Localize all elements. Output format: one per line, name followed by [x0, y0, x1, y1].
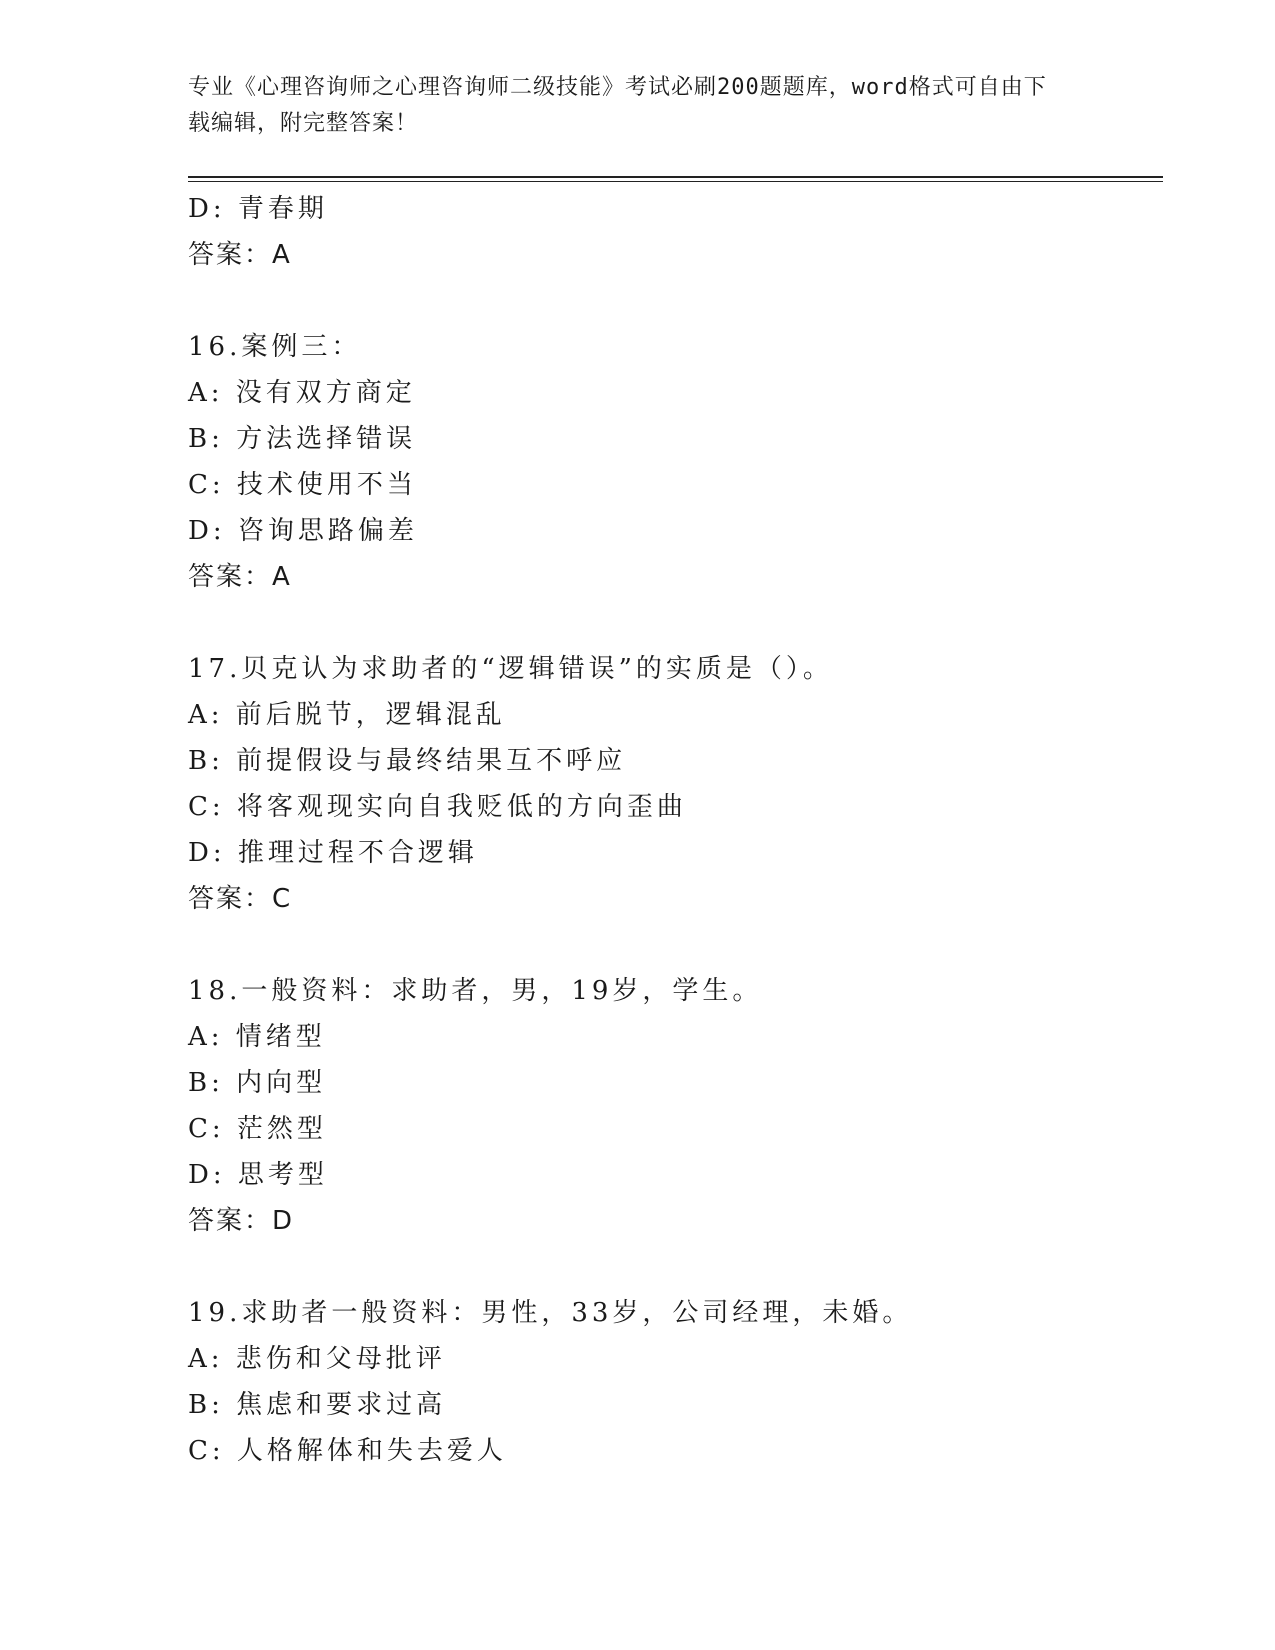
option-a: A: 前后脱节，逻辑混乱: [188, 700, 506, 730]
option-a: A: 情绪型: [188, 1022, 326, 1052]
option-c: C: 人格解体和失去爱人: [188, 1436, 507, 1466]
question-stem: 18.一般资料：求助者，男，19岁，学生。: [188, 976, 763, 1006]
question-block-17: [188, 646, 1163, 922]
option-d: D: 推理过程不合逻辑: [188, 838, 478, 868]
question-stem: 17.贝克认为求助者的“逻辑错误”的实质是（）。: [188, 654, 833, 684]
option-a: A: 没有双方商定: [188, 378, 416, 408]
option-c: C: 将客观现实向自我贬低的方向歪曲: [188, 792, 687, 822]
answer-line: 答案：D: [188, 1206, 295, 1236]
option-c: C: 茫然型: [188, 1114, 327, 1144]
question-block-prev: [188, 186, 1163, 278]
header-divider-thin: [188, 181, 1163, 182]
option-d: D: 思考型: [188, 1160, 328, 1190]
option-a: A: 悲伤和父母批评: [188, 1344, 446, 1374]
option-b: B: 方法选择错误: [188, 424, 417, 454]
question-list: [188, 186, 1163, 1474]
option-b: B: 前提假设与最终结果互不呼应: [188, 746, 627, 776]
option-d: D: 咨询思路偏差: [188, 516, 418, 546]
option-c: C: 技术使用不当: [188, 470, 417, 500]
header-divider-thick: [188, 176, 1163, 178]
question-block-18: [188, 968, 1163, 1244]
question-stem: 16.案例三：: [188, 332, 362, 362]
answer-line: 答案：C: [188, 884, 293, 914]
document-page: [188, 70, 1163, 1474]
question-block-19: [188, 1290, 1163, 1474]
answer-line: 答案：A: [188, 562, 292, 592]
option-d: D: 青春期: [188, 194, 328, 224]
document-header: 专业《心理咨询师之心理咨询师二级技能》考试必刷200题题库，word格式可自由下载编辑，附完整答案！: [188, 75, 1047, 136]
option-b: B: 内向型: [188, 1068, 327, 1098]
option-b: B: 焦虑和要求过高: [188, 1390, 447, 1420]
answer-line: 答案：A: [188, 240, 292, 270]
question-stem: 19.求助者一般资料：男性，33岁，公司经理，未婚。: [188, 1298, 913, 1328]
question-block-16: [188, 324, 1163, 600]
